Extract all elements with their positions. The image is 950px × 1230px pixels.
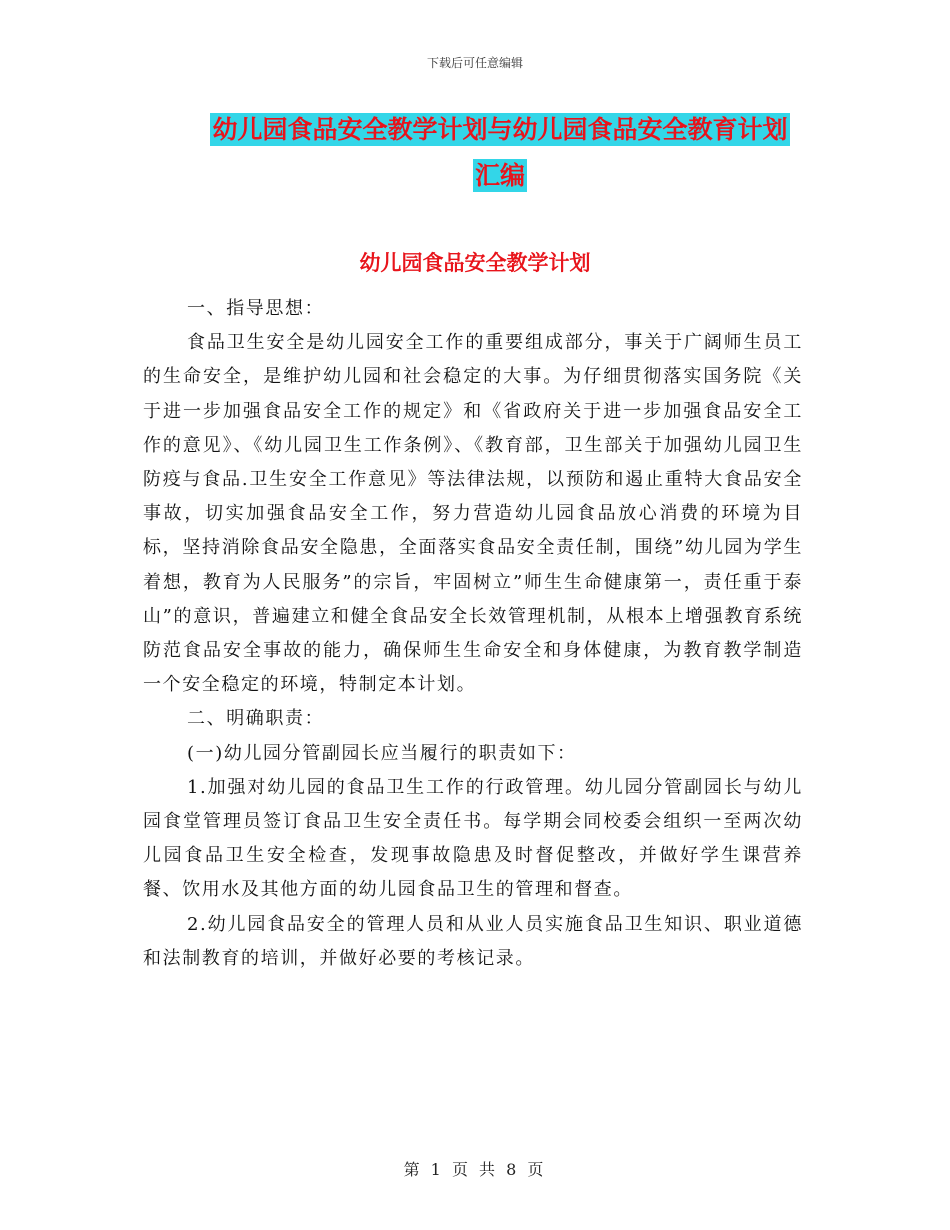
- header-note: 下载后可任意编辑: [426, 56, 523, 70]
- subheading-vice-principal: (一)幼儿园分管副园长应当履行的职责如下：: [187, 742, 577, 764]
- document-title-line-2: [190, 156, 810, 192]
- document-title-line-1: [190, 110, 810, 146]
- document-body: [143, 292, 803, 976]
- document-title-text-2: 汇编: [474, 161, 525, 190]
- paragraph-guiding-ideology: 食品卫生安全是幼儿园安全工作的重要组成部分，事关于广阔师生员工的生命安全，是维护幼儿园和社会稳定的大事。为仔细贯彻落实国务院《关于进一步加强食品安全工作的规定》和《省政府关于进一步加强食品安全工作的意见》、《幼儿园卫生工作条例》、《教育部，卫生部关于加强幼儿园卫生防疫与食品.卫生安全工作意见》等法律法规，以预防和遏止重特大食品安全事故，切实加强食品安全工作，努力营造幼儿园食品放心消费的环境为目标，坚持消除食品安全隐患，全面落实食品安全责任制，围绕”幼儿园为学生着想，教育为人民服务”的宗旨，牢固树立”师生生命健康第一，责任重于泰山”的意识，普遍建立和健全食品安全长效管理机制，从根本上增强教育系统防范食品安全事故的能力，确保师生生命安全和身体健康，为教育教学制造一个安全稳定的环境，特制定本计划。: [143, 332, 803, 696]
- document-title-text-1: 幼儿园食品安全教学计划与幼儿园食品安全教育计划: [212, 115, 788, 144]
- paragraph-item-2: 2.幼儿园食品安全的管理人员和从业人员实施食品卫生知识、职业道德和法制教育的培训，并做好必要的考核记录。: [143, 913, 803, 969]
- heading-responsibilities: 二、明确职责：: [187, 708, 325, 730]
- heading-guiding-ideology: 一、指导思想：: [187, 298, 325, 319]
- page-number-footer: 第 1 页 共 8 页: [403, 1160, 547, 1179]
- paragraph-item-1: 1.加强对幼儿园的食品卫生工作的行政管理。幼儿园分管副园长与幼儿园食堂管理员签订食品卫生安全责任书。每学期会同校委会组织一至两次幼儿园食品卫生安全检查，发现事故隐患及时督促整改，并做好学生课营养餐、饮用水及其他方面的幼儿园食品卫生的管理和督查。: [143, 776, 803, 901]
- section-title: 幼儿园食品安全教学计划: [359, 251, 591, 275]
